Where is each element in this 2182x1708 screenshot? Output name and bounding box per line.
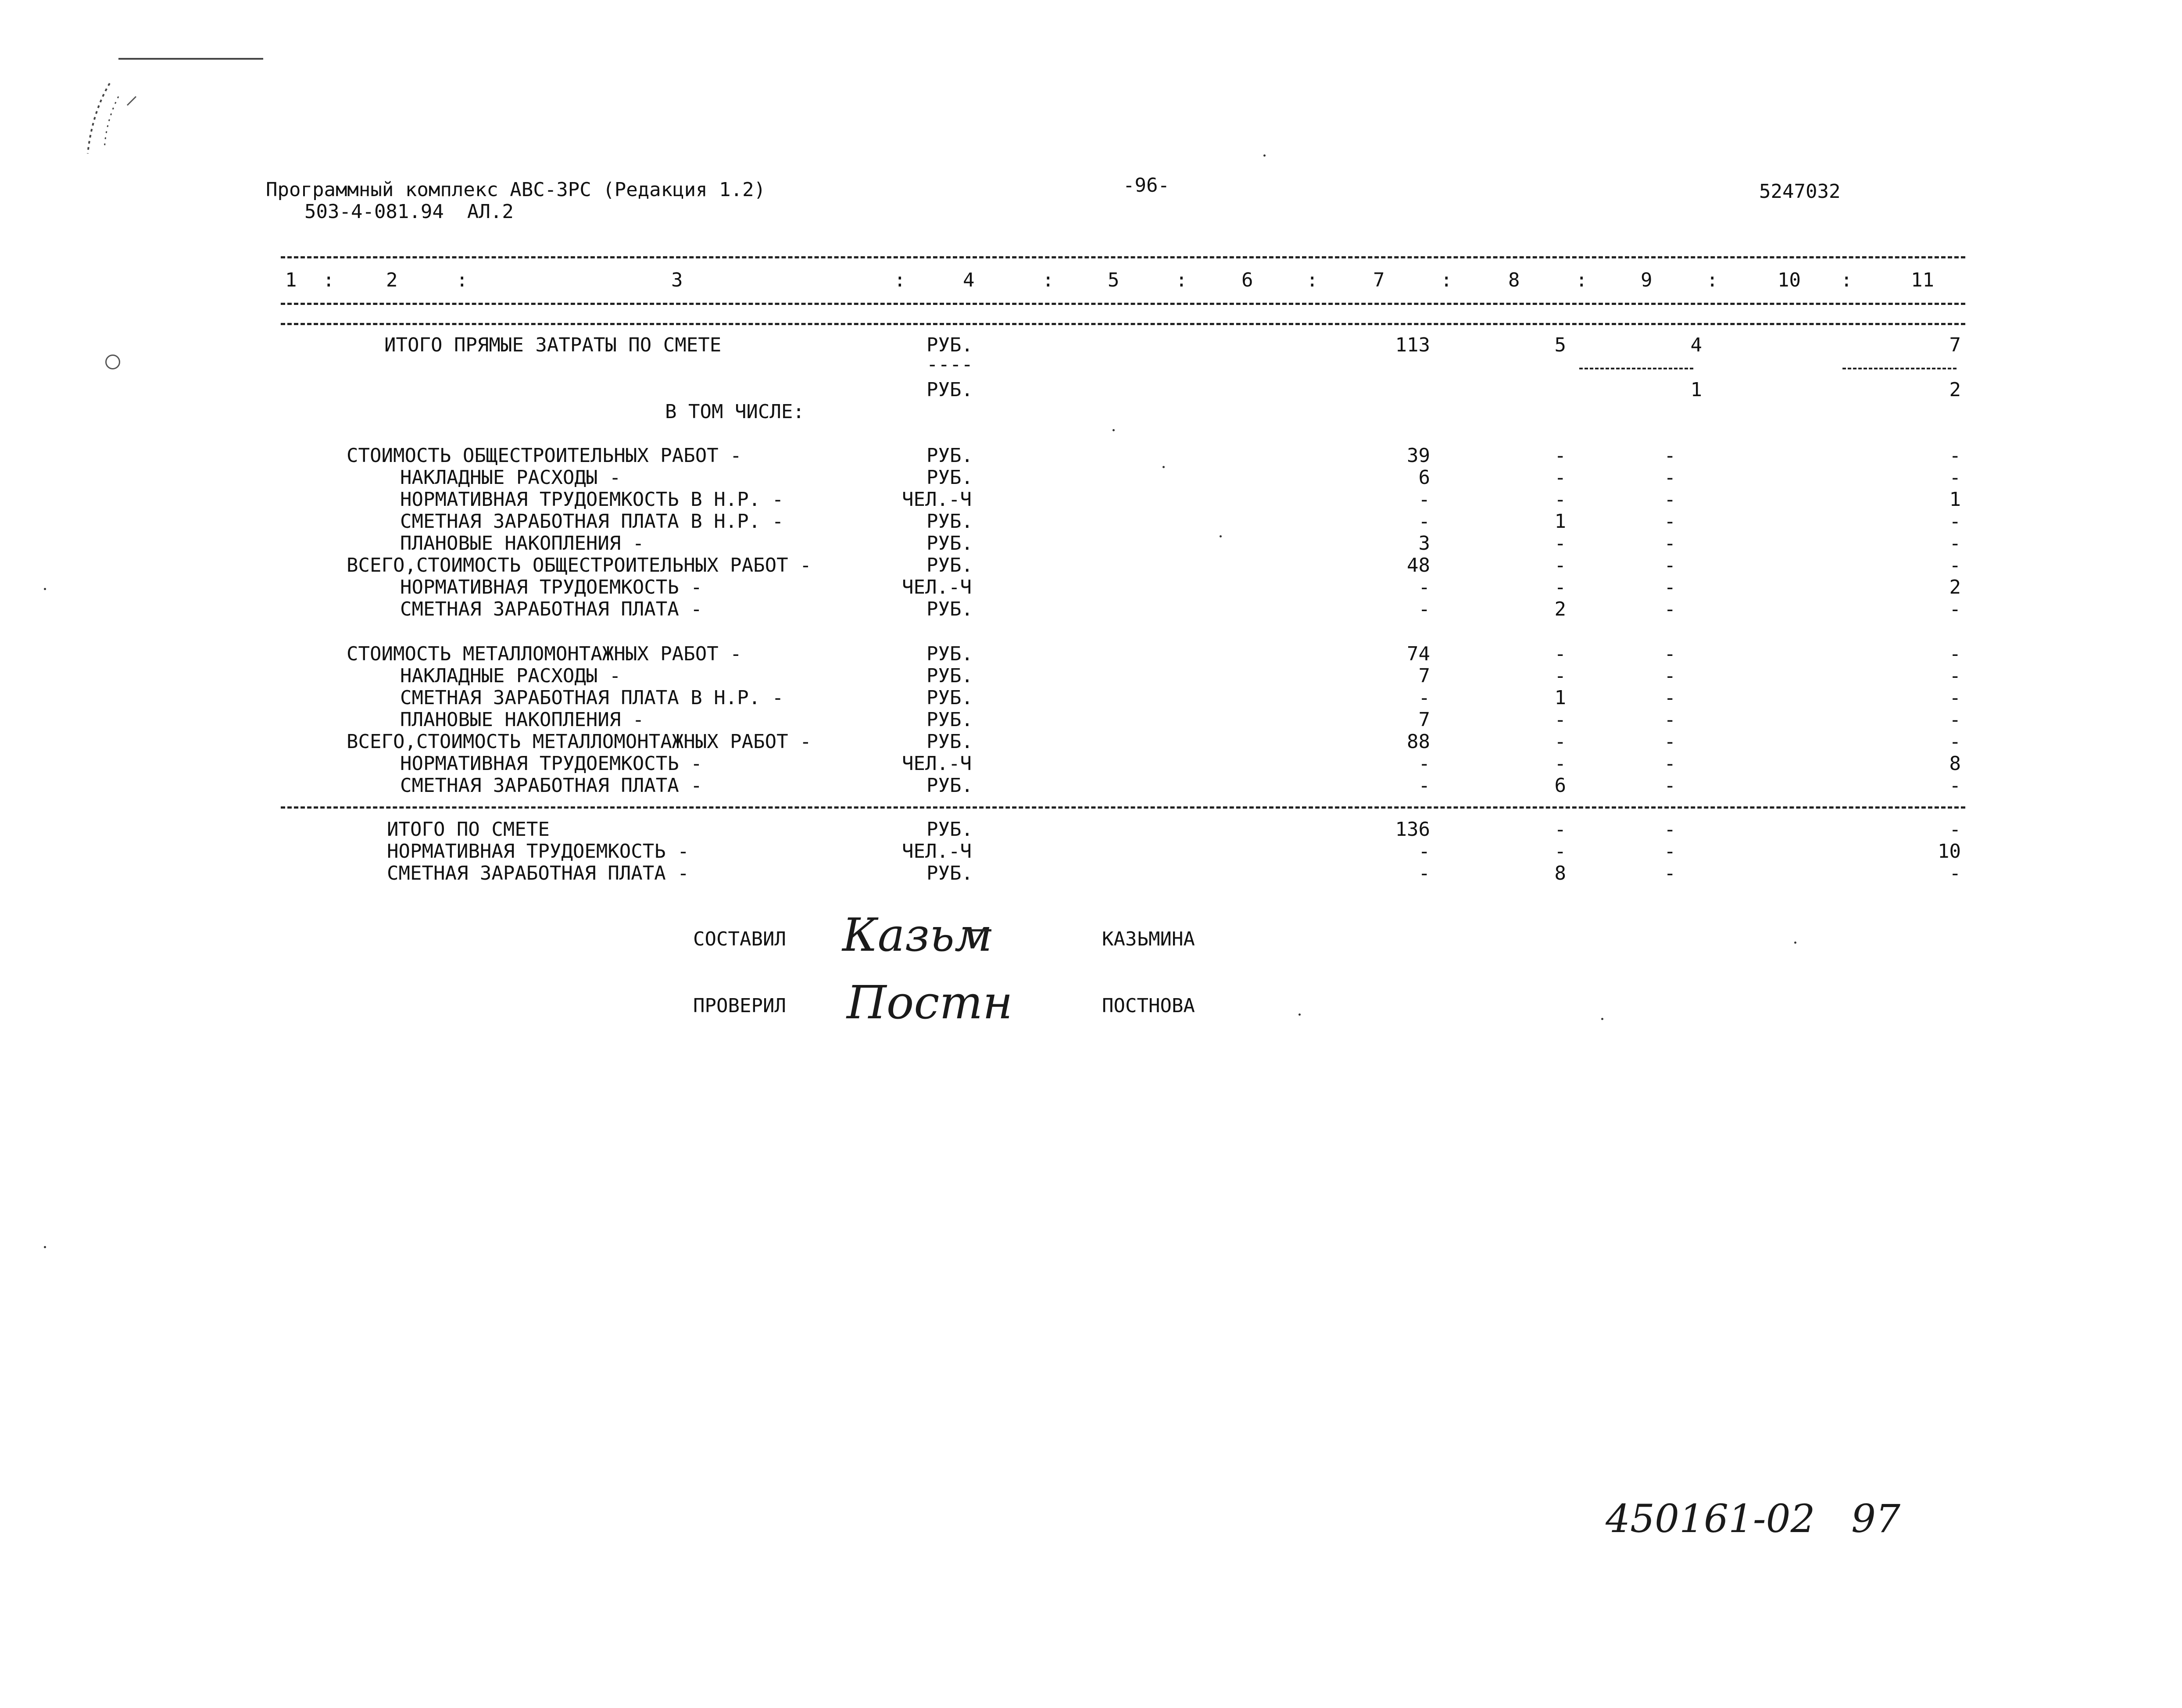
row-c7: - bbox=[1418, 774, 1430, 797]
rule-top bbox=[281, 256, 1965, 258]
corner-stamp-mark bbox=[79, 66, 167, 167]
subtotal-rule-c11 bbox=[1842, 368, 1957, 369]
row-c8: - bbox=[1554, 466, 1566, 489]
total-c9: - bbox=[1664, 862, 1676, 884]
row-c11: - bbox=[1949, 730, 1961, 753]
row-c9: - bbox=[1664, 598, 1676, 620]
column-separator: : bbox=[1706, 269, 1718, 291]
row-c8: - bbox=[1554, 752, 1566, 775]
compiled-signature: Казьм bbox=[842, 908, 993, 962]
itogo-pryamye-label: ИТОГО ПРЯМЫЕ ЗАТРАТЫ ПО СМЕТЕ bbox=[384, 334, 722, 356]
row-unit: РУБ. bbox=[926, 730, 973, 753]
row-c7: - bbox=[1418, 488, 1430, 511]
total-c7: - bbox=[1418, 862, 1430, 884]
row-c11: - bbox=[1949, 554, 1961, 576]
row-c7: 88 bbox=[1407, 730, 1430, 753]
row-c8: - bbox=[1554, 554, 1566, 576]
row-c9: - bbox=[1664, 665, 1676, 687]
row-unit: РУБ. bbox=[926, 598, 973, 620]
scan-speck bbox=[1112, 429, 1115, 431]
row-label: ПЛАНОВЫЕ НАКОПЛЕНИЯ - bbox=[400, 709, 644, 731]
program-title: Программный комплекс АВС-ЗРС (Редакция 1.2) bbox=[266, 179, 766, 201]
stamp-mark bbox=[118, 58, 263, 60]
total-c11: - bbox=[1949, 862, 1961, 884]
itogo-pryamye-c9: 4 bbox=[1690, 334, 1702, 356]
row-c7: - bbox=[1418, 510, 1430, 533]
row-unit: ЧЕЛ.-Ч bbox=[902, 488, 972, 511]
total-c8: - bbox=[1554, 818, 1566, 841]
row-c8: - bbox=[1554, 665, 1566, 687]
row-c7: 6 bbox=[1418, 466, 1430, 489]
total-c7: 136 bbox=[1395, 818, 1430, 841]
itogo-pryamye-c11: 7 bbox=[1949, 334, 1961, 356]
row-c11: - bbox=[1949, 532, 1961, 555]
scan-speck bbox=[1794, 942, 1796, 944]
column-header-6: 6 bbox=[1241, 269, 1253, 291]
scan-circle-mark bbox=[105, 354, 120, 369]
column-header-8: 8 bbox=[1508, 269, 1520, 291]
column-header-5: 5 bbox=[1108, 269, 1120, 291]
column-header-10: 10 bbox=[1778, 269, 1801, 291]
row-c11: - bbox=[1949, 709, 1961, 731]
total-unit: РУБ. bbox=[926, 818, 973, 841]
itogo-pryamye-c9b: 1 bbox=[1690, 379, 1702, 401]
total-c8: - bbox=[1554, 840, 1566, 863]
column-separator: : bbox=[456, 269, 468, 291]
row-c9: - bbox=[1664, 752, 1676, 775]
total-label: ИТОГО ПО СМЕТЕ bbox=[387, 818, 550, 841]
row-label: СМЕТНАЯ ЗАРАБОТНАЯ ПЛАТА В Н.Р. - bbox=[400, 687, 784, 709]
itogo-pryamye-unit-dash: ---- bbox=[926, 353, 973, 376]
row-c9: - bbox=[1664, 730, 1676, 753]
row-c11: - bbox=[1949, 510, 1961, 533]
row-c7: 3 bbox=[1418, 532, 1430, 555]
row-c8: - bbox=[1554, 709, 1566, 731]
scan-speck bbox=[1163, 466, 1165, 468]
total-unit: РУБ. bbox=[926, 862, 973, 884]
row-c9: - bbox=[1664, 554, 1676, 576]
row-label: СМЕТНАЯ ЗАРАБОТНАЯ ПЛАТА - bbox=[400, 774, 702, 797]
row-c8: - bbox=[1554, 532, 1566, 555]
row-label: ВСЕГО,СТОИМОСТЬ ОБЩЕСТРОИТЕЛЬНЫХ РАБОТ - bbox=[347, 554, 812, 576]
row-unit: ЧЕЛ.-Ч bbox=[902, 576, 972, 598]
row-label: СМЕТНАЯ ЗАРАБОТНАЯ ПЛАТА В Н.Р. - bbox=[400, 510, 784, 533]
row-unit: РУБ. bbox=[926, 532, 973, 555]
row-unit: РУБ. bbox=[926, 444, 973, 467]
column-header-2: 2 bbox=[386, 269, 398, 291]
row-label: НОРМАТИВНАЯ ТРУДОЕМКОСТЬ В Н.Р. - bbox=[400, 488, 784, 511]
row-c7: 39 bbox=[1407, 444, 1430, 467]
row-label: ПЛАНОВЫЕ НАКОПЛЕНИЯ - bbox=[400, 532, 644, 555]
scan-speck bbox=[1220, 535, 1222, 537]
row-c7: - bbox=[1418, 576, 1430, 598]
row-label: СТОИМОСТЬ ОБЩЕСТРОИТЕЛЬНЫХ РАБОТ - bbox=[347, 444, 742, 467]
checked-name: ПОСТНОВА bbox=[1102, 995, 1195, 1017]
row-unit: РУБ. bbox=[926, 665, 973, 687]
column-separator: : bbox=[1576, 269, 1588, 291]
total-c9: - bbox=[1664, 840, 1676, 863]
row-label: НАКЛАДНЫЕ РАСХОДЫ - bbox=[400, 665, 621, 687]
row-c8: 6 bbox=[1554, 774, 1566, 797]
total-label: НОРМАТИВНАЯ ТРУДОЕМКОСТЬ - bbox=[387, 840, 689, 863]
rule-under-header-2 bbox=[281, 323, 1965, 325]
row-c7: 48 bbox=[1407, 554, 1430, 576]
row-c8: - bbox=[1554, 730, 1566, 753]
row-c11: - bbox=[1949, 687, 1961, 709]
itogo-pryamye-c8: 5 bbox=[1554, 334, 1566, 356]
row-c9: - bbox=[1664, 510, 1676, 533]
row-label: СТОИМОСТЬ МЕТАЛЛОМОНТАЖНЫХ РАБОТ - bbox=[347, 643, 742, 665]
rule-before-totals bbox=[281, 806, 1965, 809]
row-c11: - bbox=[1949, 466, 1961, 489]
itogo-pryamye-c11b: 2 bbox=[1949, 379, 1961, 401]
signature-stroke bbox=[965, 929, 991, 931]
row-c8: - bbox=[1554, 643, 1566, 665]
row-c9: - bbox=[1664, 643, 1676, 665]
row-c11: - bbox=[1949, 643, 1961, 665]
column-separator: : bbox=[1306, 269, 1318, 291]
row-c7: 74 bbox=[1407, 643, 1430, 665]
row-label: НОРМАТИВНАЯ ТРУДОЕМКОСТЬ - bbox=[400, 752, 702, 775]
row-c7: - bbox=[1418, 598, 1430, 620]
row-c7: 7 bbox=[1418, 709, 1430, 731]
row-c9: - bbox=[1664, 774, 1676, 797]
document-code: 5247032 bbox=[1759, 180, 1841, 203]
total-c11: 10 bbox=[1938, 840, 1961, 863]
row-c9: - bbox=[1664, 576, 1676, 598]
project-code: 503-4-081.94 АЛ.2 bbox=[304, 201, 514, 223]
row-c9: - bbox=[1664, 687, 1676, 709]
column-separator: : bbox=[1441, 269, 1452, 291]
row-c9: - bbox=[1664, 444, 1676, 467]
row-c9: - bbox=[1664, 532, 1676, 555]
total-c11: - bbox=[1949, 818, 1961, 841]
column-separator: : bbox=[1841, 269, 1853, 291]
scan-speck bbox=[1601, 1018, 1603, 1020]
column-header-11: 11 bbox=[1911, 269, 1934, 291]
row-unit: ЧЕЛ.-Ч bbox=[902, 752, 972, 775]
row-label: НОРМАТИВНАЯ ТРУДОЕМКОСТЬ - bbox=[400, 576, 702, 598]
total-c9: - bbox=[1664, 818, 1676, 841]
page-number: -96- bbox=[1123, 174, 1170, 197]
row-unit: РУБ. bbox=[926, 510, 973, 533]
row-unit: РУБ. bbox=[926, 687, 973, 709]
row-c8: - bbox=[1554, 444, 1566, 467]
row-c9: - bbox=[1664, 466, 1676, 489]
row-c11: - bbox=[1949, 665, 1961, 687]
row-c11: 8 bbox=[1949, 752, 1961, 775]
itogo-pryamye-c7: 113 bbox=[1395, 334, 1430, 356]
total-c8: 8 bbox=[1554, 862, 1566, 884]
row-label: НАКЛАДНЫЕ РАСХОДЫ - bbox=[400, 466, 621, 489]
row-c8: 1 bbox=[1554, 510, 1566, 533]
column-separator: : bbox=[323, 269, 335, 291]
row-unit: РУБ. bbox=[926, 466, 973, 489]
column-header-1: 1 bbox=[285, 269, 297, 291]
row-c11: - bbox=[1949, 444, 1961, 467]
row-unit: РУБ. bbox=[926, 643, 973, 665]
column-separator: : bbox=[1176, 269, 1188, 291]
total-c7: - bbox=[1418, 840, 1430, 863]
row-c8: - bbox=[1554, 488, 1566, 511]
itogo-pryamye-unit-2: РУБ. bbox=[926, 379, 973, 401]
row-c11: 2 bbox=[1949, 576, 1961, 598]
row-c8: - bbox=[1554, 576, 1566, 598]
column-header-4: 4 bbox=[963, 269, 975, 291]
subtotal-rule-c9 bbox=[1579, 368, 1693, 369]
row-c11: - bbox=[1949, 774, 1961, 797]
itogo-pryamye-unit: РУБ. bbox=[926, 334, 973, 356]
checked-signature: Постн bbox=[847, 976, 1013, 1029]
total-unit: ЧЕЛ.-Ч bbox=[902, 840, 972, 863]
column-header-9: 9 bbox=[1641, 269, 1653, 291]
scan-speck bbox=[1298, 1013, 1301, 1016]
compiled-name: КАЗЬМИНА bbox=[1102, 928, 1195, 950]
rule-under-header bbox=[281, 303, 1965, 305]
row-c7: 7 bbox=[1418, 665, 1430, 687]
row-c11: 1 bbox=[1949, 488, 1961, 511]
scan-speck bbox=[44, 1246, 46, 1248]
row-c8: 1 bbox=[1554, 687, 1566, 709]
row-c9: - bbox=[1664, 488, 1676, 511]
row-label: ВСЕГО,СТОИМОСТЬ МЕТАЛЛОМОНТАЖНЫХ РАБОТ - bbox=[347, 730, 812, 753]
column-header-3: 3 bbox=[671, 269, 683, 291]
row-c8: 2 bbox=[1554, 598, 1566, 620]
row-unit: РУБ. bbox=[926, 709, 973, 731]
column-separator: : bbox=[894, 269, 906, 291]
row-label: СМЕТНАЯ ЗАРАБОТНАЯ ПЛАТА - bbox=[400, 598, 702, 620]
checked-label: ПРОВЕРИЛ bbox=[693, 995, 786, 1017]
row-c9: - bbox=[1664, 709, 1676, 731]
scan-speck bbox=[1263, 154, 1266, 157]
column-separator: : bbox=[1042, 269, 1054, 291]
row-c7: - bbox=[1418, 687, 1430, 709]
v-tom-chisle: В ТОМ ЧИСЛЕ: bbox=[665, 401, 805, 423]
total-label: СМЕТНАЯ ЗАРАБОТНАЯ ПЛАТА - bbox=[387, 862, 689, 884]
column-header-7: 7 bbox=[1373, 269, 1385, 291]
sheet-number: 97 bbox=[1851, 1496, 1900, 1541]
row-c7: - bbox=[1418, 752, 1430, 775]
row-c11: - bbox=[1949, 598, 1961, 620]
compiled-label: СОСТАВИЛ bbox=[693, 928, 786, 950]
inventory-number: 450161-02 bbox=[1606, 1496, 1815, 1541]
scan-speck bbox=[44, 588, 46, 590]
row-unit: РУБ. bbox=[926, 774, 973, 797]
row-unit: РУБ. bbox=[926, 554, 973, 576]
